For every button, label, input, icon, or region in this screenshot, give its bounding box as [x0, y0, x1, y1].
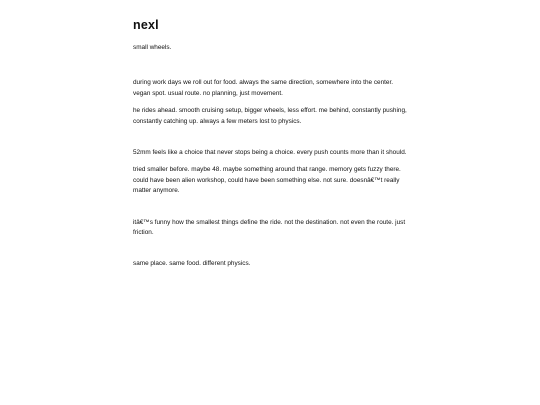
site-subtitle: small wheels.: [133, 44, 172, 51]
paragraph-friction: itâ€™s funny how the smallest things define the ride. not the destination. not even the route. just friction.: [133, 218, 406, 237]
paragraph-smaller: tried smaller before. maybe 48. maybe something around that range. memory gets fuzzy there. could have been alien workshop, could have been something else. not sure. doesnâ€™t really matter anymore.: [133, 166, 401, 195]
post-content: [133, 18, 407, 270]
paragraph-commute: during work days we roll out for food. always the same direction, somewhere into the center. vegan spot. usual route. no planning, just movement.: [133, 79, 394, 97]
site-title[interactable]: nexl: [133, 18, 159, 32]
paragraph-52mm: 52mm feels like a choice that never stops being a choice. every push counts more than it should.: [133, 149, 407, 157]
paragraph-closing: same place. same food. different physics.: [133, 260, 251, 268]
paragraph-riding: he rides ahead. smooth cruising setup, bigger wheels, less effort. me behind, constantly pushing, constantly catching up. always a few meters lost to physics.: [133, 107, 407, 125]
